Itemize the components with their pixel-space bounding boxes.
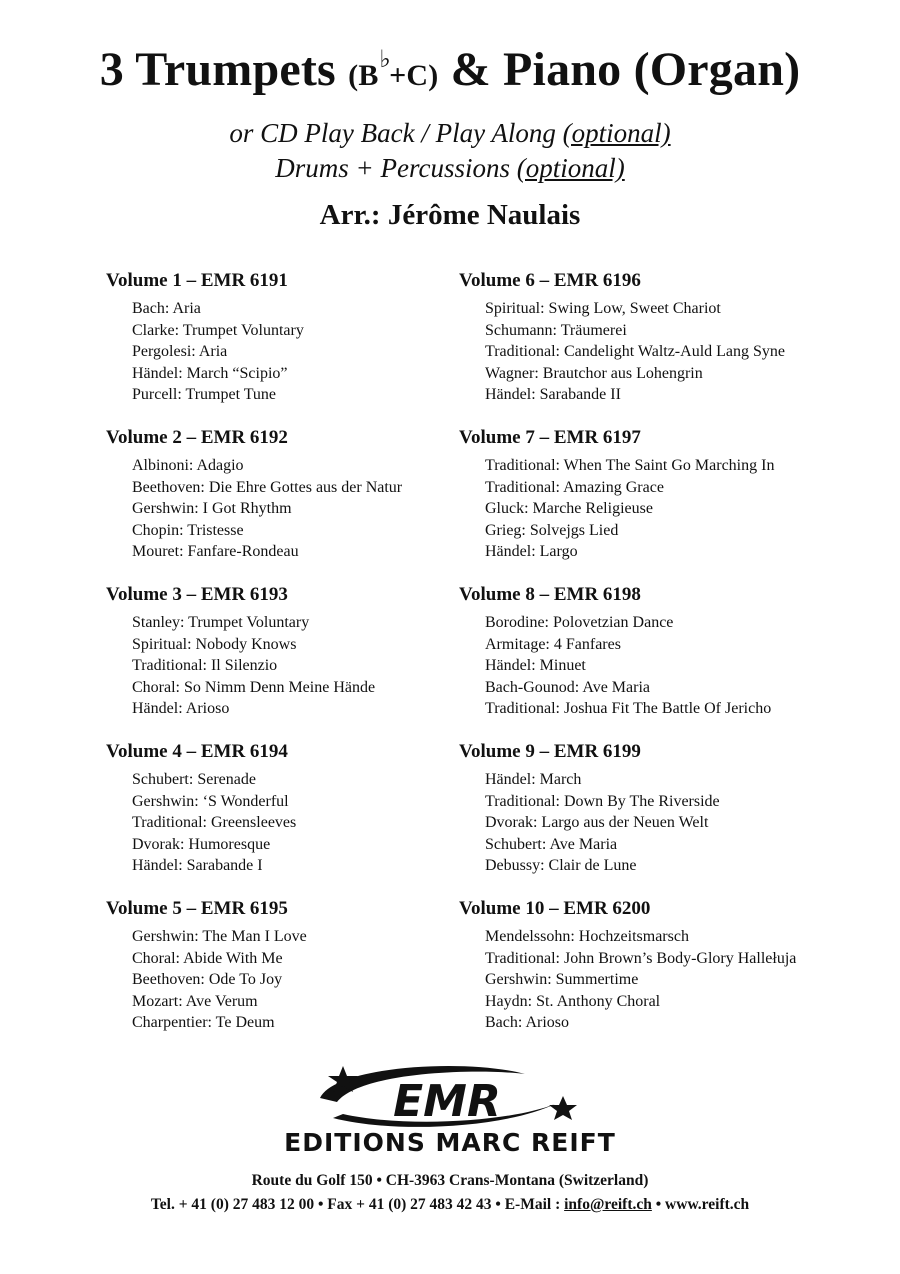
piece-item: Choral: So Nimm Denn Meine Hände xyxy=(132,678,376,696)
piece-item: Chopin: Tristesse xyxy=(132,521,244,539)
piece-list xyxy=(485,612,879,720)
contact-phone-fax: Tel. + 41 (0) 27 483 12 00 • Fax + 41 (0) 27 483 42 43 • E-Mail : xyxy=(150,1196,565,1213)
piece-item: Mozart: Ave Verum xyxy=(132,992,258,1010)
piece-item: Traditional: Greensleeves xyxy=(132,814,297,831)
piece-item: Gershwin: I Got Rhythm xyxy=(132,500,292,517)
piece-list xyxy=(485,455,879,563)
subtitle-drums-text: Drums + Percussions xyxy=(275,153,517,183)
volume-block xyxy=(459,425,879,582)
piece-item: Gluck: Marche Religieuse xyxy=(485,500,653,517)
volume-block xyxy=(459,739,879,896)
logo-emblem: EMR xyxy=(393,1076,501,1127)
piece-item: Choral: Abide With Me xyxy=(132,949,283,967)
piece-item: Dvorak: Humoresque xyxy=(132,835,271,853)
piece-item: Wagner: Brautchor aus Lohengrin xyxy=(485,364,703,382)
piece-item: Händel: Sarabande II xyxy=(485,386,621,403)
logo-publisher-name: EDITIONS MARC REIFT xyxy=(284,1128,616,1157)
piece-item: Schumann: Träumerei xyxy=(485,321,627,339)
volume-heading: Volume 9 – EMR 6199 xyxy=(459,741,641,762)
piece-item: Spiritual: Swing Low, Sweet Chariot xyxy=(485,300,721,317)
piece-item: Beethoven: Die Ehre Gottes aus der Natur xyxy=(132,478,403,496)
piece-item: Bach: Aria xyxy=(132,300,201,317)
piece-list xyxy=(485,298,879,406)
email-link[interactable]: info@reift.ch xyxy=(564,1196,652,1213)
publisher-logo xyxy=(0,1058,900,1158)
volume-heading: Volume 8 – EMR 6198 xyxy=(459,584,641,605)
title-key-close: +C) xyxy=(389,59,439,92)
piece-item: Schubert: Ave Maria xyxy=(485,835,618,853)
piece-item: Gershwin: ‘S Wonderful xyxy=(132,792,289,810)
page-title xyxy=(0,40,900,108)
piece-item: Händel: March “Scipio” xyxy=(132,364,288,382)
piece-item: Borodine: Polovetzian Dance xyxy=(485,614,674,631)
volume-heading: Volume 3 – EMR 6193 xyxy=(106,584,288,605)
piece-item: Händel: Minuet xyxy=(485,657,586,674)
volume-heading: Volume 10 – EMR 6200 xyxy=(459,898,651,919)
volumes-column-right xyxy=(459,268,879,1053)
title-rest: & Piano (Organ) xyxy=(438,43,801,96)
piece-item: Händel: March xyxy=(485,771,582,788)
title-main: 3 Trumpets xyxy=(99,43,349,96)
subtitle-playback-optional: (optional) xyxy=(562,118,671,148)
piece-item: Haydn: St. Anthony Choral xyxy=(485,992,661,1010)
piece-item: Mendelssohn: Hochzeitsmarsch xyxy=(485,928,689,945)
volume-heading: Volume 5 – EMR 6195 xyxy=(106,898,288,919)
piece-item: Traditional: When The Saint Go Marching In xyxy=(485,457,775,474)
piece-item: Beethoven: Ode To Joy xyxy=(132,971,283,988)
piece-item: Debussy: Clair de Lune xyxy=(485,857,637,874)
piece-item: Albinoni: Adagio xyxy=(132,457,244,474)
piece-item: Mouret: Fanfare-Rondeau xyxy=(132,543,299,560)
piece-item: Traditional: Candelight Waltz-Auld Lang Syne xyxy=(485,343,786,360)
piece-item: Stanley: Trumpet Voluntary xyxy=(132,614,310,631)
piece-item: Armitage: 4 Fanfares xyxy=(485,635,621,653)
piece-item: Dvorak: Largo aus der Neuen Welt xyxy=(485,814,709,831)
piece-item: Händel: Sarabande I xyxy=(132,857,263,874)
subtitle-playback-text: or CD Play Back / Play Along xyxy=(229,118,563,148)
volume-block xyxy=(459,896,879,1053)
star-icon xyxy=(549,1096,577,1120)
piece-item: Bach-Gounod: Ave Maria xyxy=(485,678,650,696)
publisher-contact xyxy=(0,1194,900,1216)
volume-heading: Volume 6 – EMR 6196 xyxy=(459,270,641,291)
piece-item: Händel: Arioso xyxy=(132,700,230,717)
volume-heading: Volume 1 – EMR 6191 xyxy=(106,270,288,291)
piece-item: Grieg: Solvejgs Lied xyxy=(485,521,619,539)
subtitle-drums xyxy=(0,151,900,185)
piece-item: Traditional: Down By The Riverside xyxy=(485,792,720,810)
piece-list xyxy=(485,769,879,877)
piece-item: Gershwin: The Man I Love xyxy=(132,928,307,945)
volume-heading: Volume 4 – EMR 6194 xyxy=(106,741,288,762)
piece-item: Händel: Largo xyxy=(485,543,578,560)
piece-item: Traditional: Amazing Grace xyxy=(485,478,664,496)
piece-item: Purcell: Trumpet Tune xyxy=(132,386,277,403)
volume-block xyxy=(459,582,879,739)
piece-item: Traditional: John Brown’s Body-Glory Hallełuja xyxy=(485,949,797,967)
piece-item: Clarke: Trumpet Voluntary xyxy=(132,321,304,339)
piece-item: Traditional: Il Silenzio xyxy=(132,657,278,674)
piece-item: Spiritual: Nobody Knows xyxy=(132,635,297,653)
volume-block xyxy=(459,268,879,425)
piece-item: Bach: Arioso xyxy=(485,1014,569,1031)
website-link[interactable]: • www.reift.ch xyxy=(651,1196,750,1213)
piece-item: Pergolesi: Aria xyxy=(132,343,228,360)
flat-symbol: ♭ xyxy=(379,47,392,73)
piece-item: Gershwin: Summertime xyxy=(485,971,639,988)
publisher-address: Route du Golf 150 • CH-3963 Crans-Montana (Switzerland) xyxy=(251,1172,649,1189)
volume-heading: Volume 2 – EMR 6192 xyxy=(106,427,288,448)
piece-item: Schubert: Serenade xyxy=(132,771,256,788)
emr-logo-graphic xyxy=(225,1058,675,1158)
subtitle-playback xyxy=(0,116,900,150)
subtitle-drums-optional: (optional) xyxy=(516,153,625,183)
piece-item: Traditional: Joshua Fit The Battle Of Jericho xyxy=(485,700,772,717)
piece-list xyxy=(485,926,879,1034)
piece-item: Charpentier: Te Deum xyxy=(132,1014,275,1031)
volume-heading: Volume 7 – EMR 6197 xyxy=(459,427,641,448)
title-key-open: (B xyxy=(348,59,379,92)
arranger-line: Arr.: Jérôme Naulais xyxy=(319,199,581,231)
